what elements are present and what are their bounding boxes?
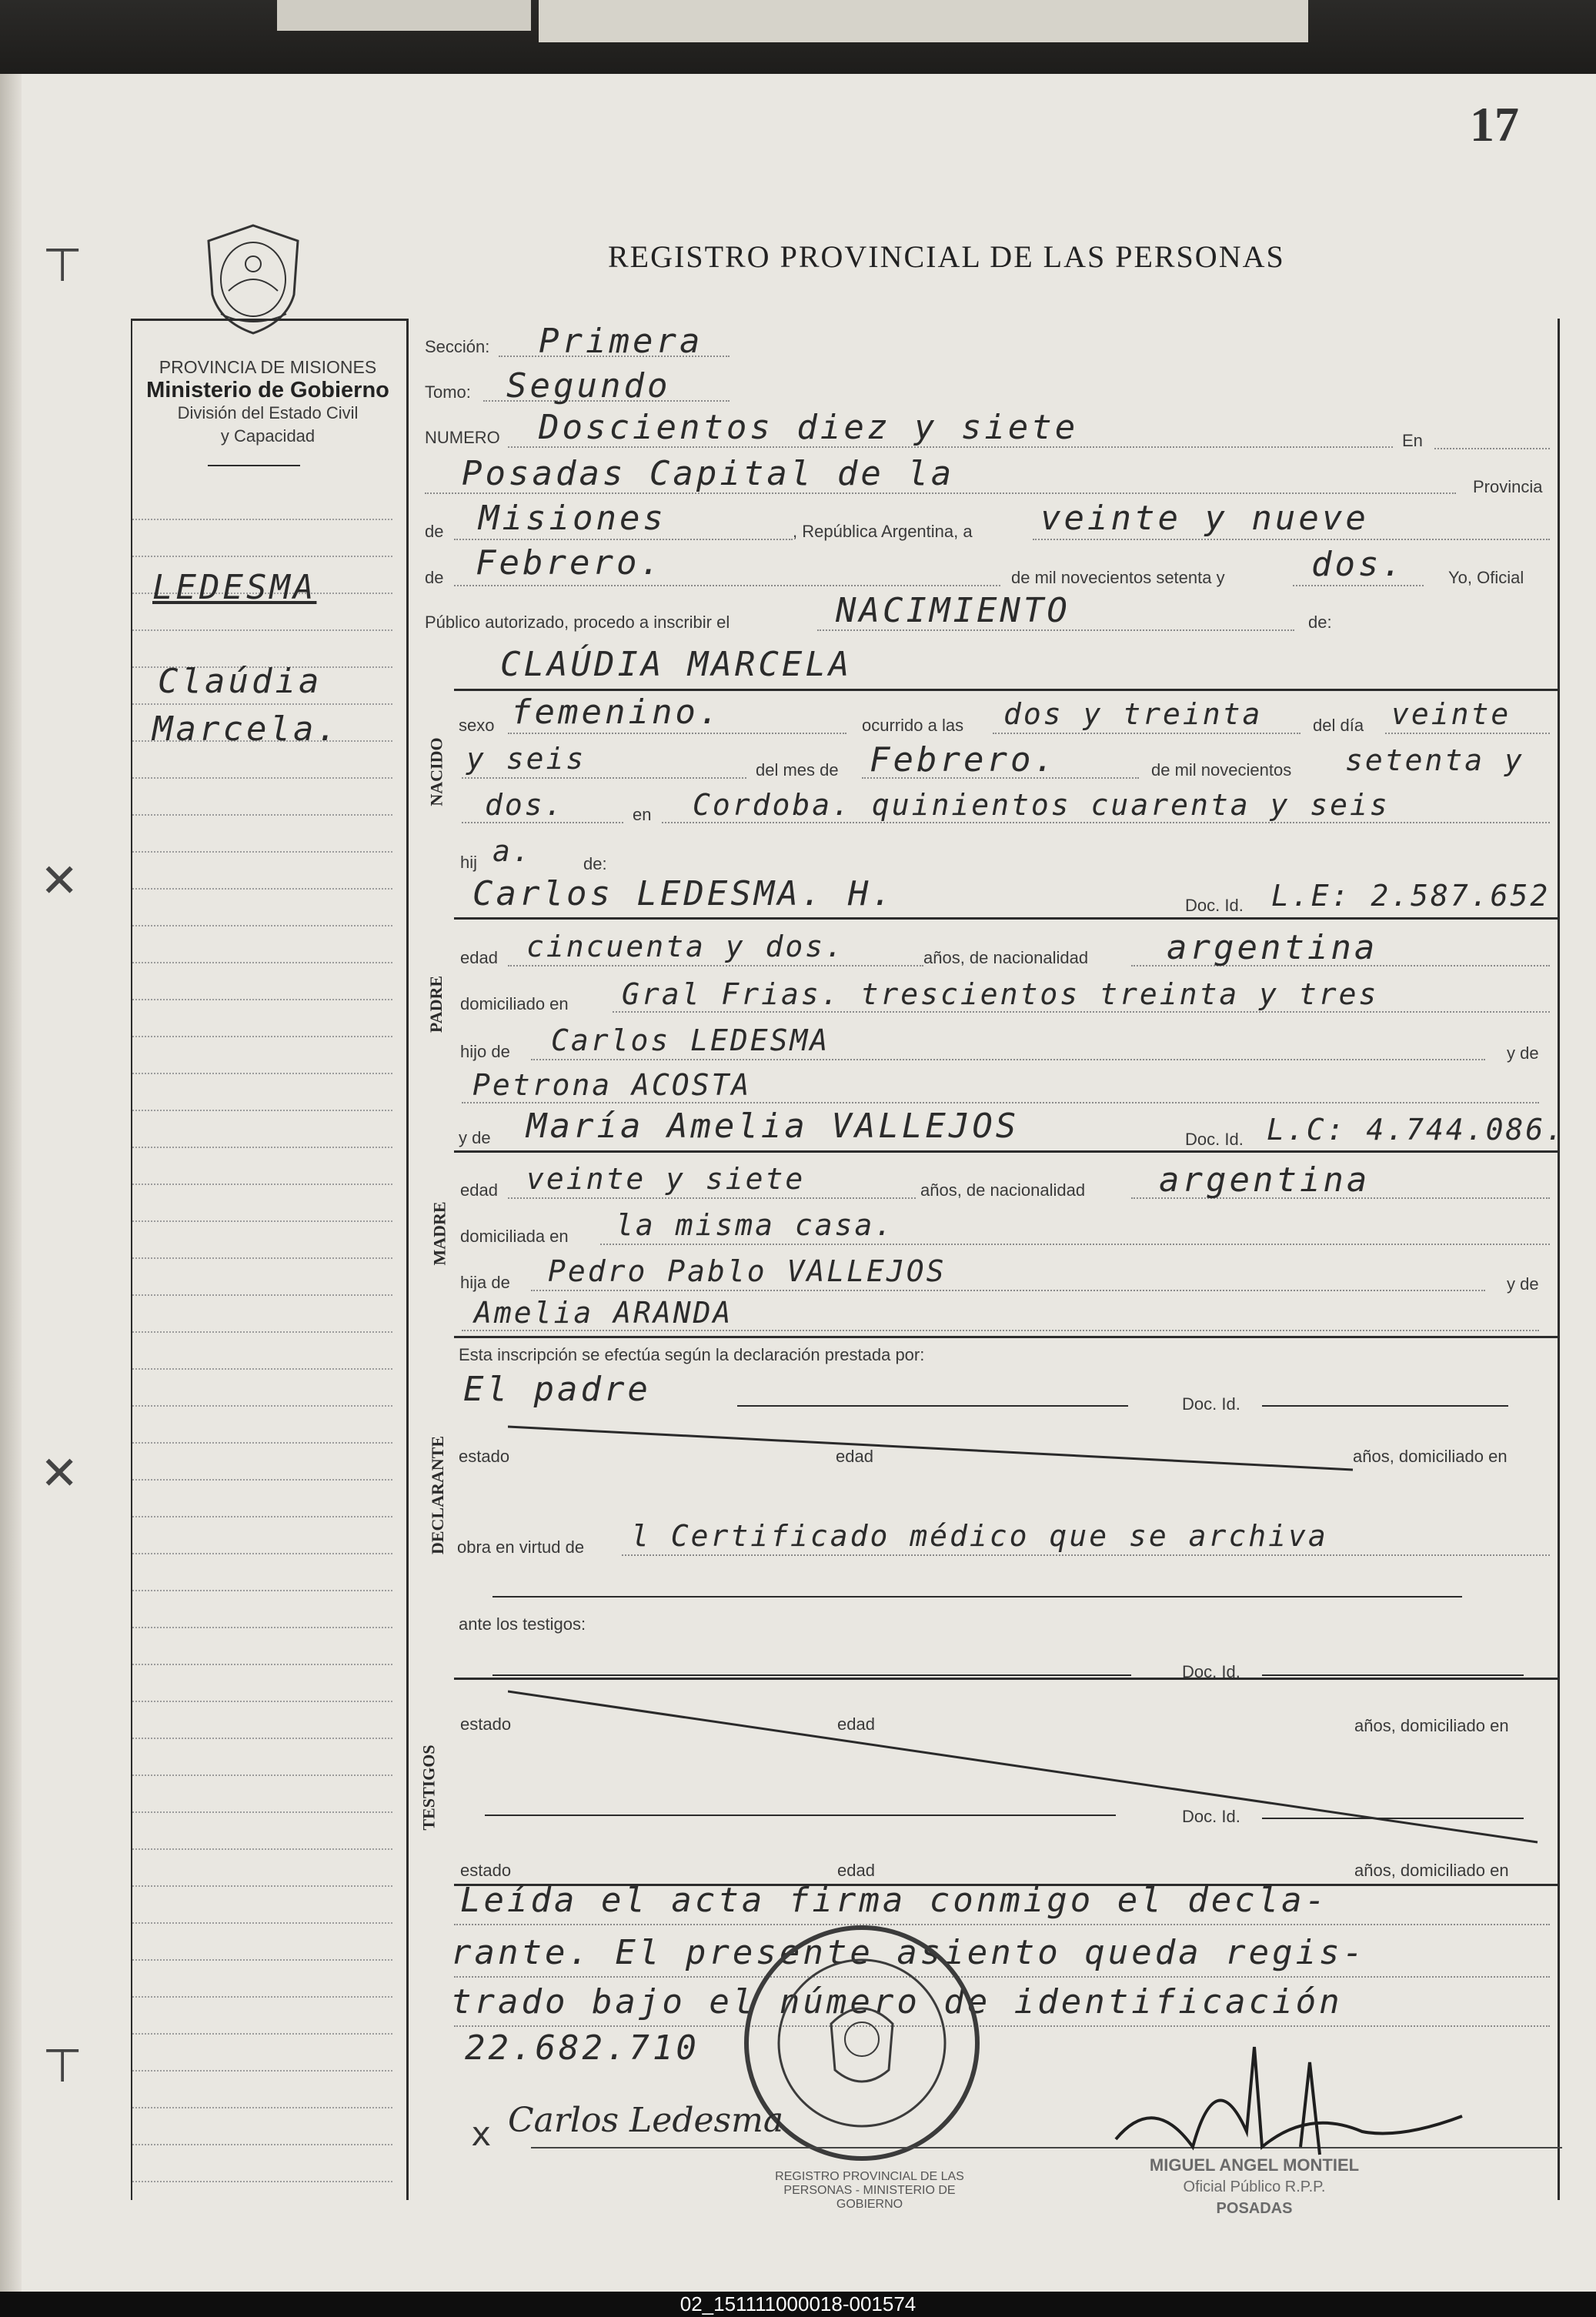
provincia-label: Provincia <box>1473 477 1543 496</box>
margin-rule <box>132 1664 392 1665</box>
ocurrido-label: ocurrido a las <box>862 716 964 735</box>
del-dia-label: del día <box>1313 716 1364 735</box>
margin-given-name-1: Claúdia <box>158 662 322 701</box>
margin-rule <box>132 2107 392 2108</box>
closing-rule <box>454 2025 1550 2027</box>
underlying-paper <box>277 0 531 31</box>
margin-rule <box>132 1184 392 1185</box>
father-age-line <box>508 965 923 967</box>
de-colon-label-2: de: <box>583 854 607 873</box>
mother-hija-de-label: hija de <box>460 1273 510 1292</box>
margin-rule <box>132 999 392 1000</box>
margin-rule <box>132 2144 392 2145</box>
stitch-mark: ⊤ <box>42 2041 83 2092</box>
margin-rule <box>132 1073 392 1074</box>
father-father-line <box>531 1059 1485 1060</box>
margin-rule <box>132 1590 392 1591</box>
margin-rule <box>132 1368 392 1370</box>
section-divider <box>454 1336 1558 1338</box>
seal-text: REGISTRO PROVINCIAL DE LAS PERSONAS - MINISTERIO DE GOBIERNO <box>775 2170 964 2211</box>
birth-address-value: Cordoba. quinientos cuarenta y seis <box>693 788 1390 822</box>
father-doc-value: L.E: 2.587.652 <box>1271 879 1551 913</box>
officer-name: MIGUEL ANGEL MONTIEL <box>1149 2155 1360 2175</box>
margin-rule <box>132 1738 392 1739</box>
father-nationality-value: argentina <box>1167 928 1378 967</box>
margin-rule <box>132 1405 392 1407</box>
margin-rule <box>132 1294 392 1296</box>
margin-rule <box>132 1701 392 1702</box>
cancelled-strike-line <box>508 1425 1354 1471</box>
mother-address-value: la misma casa. <box>616 1208 895 1242</box>
father-address-value: Gral Frias. trescientos treinta y tres <box>622 977 1379 1011</box>
mother-doc-value: L.C: 4.744.086. <box>1267 1113 1566 1147</box>
divider <box>208 465 300 466</box>
margin-rule <box>132 1959 392 1961</box>
seccion-value: Primera <box>539 322 703 361</box>
margin-rule <box>132 519 392 520</box>
margin-rule <box>132 1848 392 1850</box>
declarant-doc-line <box>1262 1405 1508 1407</box>
margin-rule <box>132 814 392 816</box>
margin-surname: LEDESMA <box>152 568 317 607</box>
hij-suffix-value: a. <box>492 834 533 868</box>
del-mes-label: del mes de <box>756 760 839 780</box>
mother-nac-label: años, de nacionalidad <box>920 1180 1086 1200</box>
province-name: PROVINCIA DE MISIONES <box>159 357 377 377</box>
mother-father-line <box>531 1290 1485 1291</box>
declarant-edad-label: edad <box>836 1447 873 1466</box>
margin-left-line <box>131 319 132 2200</box>
frame-right-line <box>1558 319 1560 2200</box>
margin-rule <box>132 925 392 926</box>
yo-oficial-label: Yo, Oficial <box>1448 568 1524 587</box>
officer-location: POSADAS <box>1216 2200 1293 2217</box>
witness-1-edad-label: edad <box>837 1714 875 1734</box>
closing-line-3: trado bajo el número de identificación <box>451 1982 1343 2022</box>
mother-father-value: Pedro Pablo VALLEJOS <box>548 1254 947 1288</box>
witnesses-strike-line <box>508 1690 1539 1844</box>
republica-label: , República Argentina, a <box>793 522 973 541</box>
witness-2-estado-label: estado <box>460 1861 512 1880</box>
margin-rule <box>132 1627 392 1628</box>
ministry-name: Ministerio de Gobierno <box>146 378 389 402</box>
sex-line <box>508 733 846 734</box>
mother-nationality-value: argentina <box>1159 1160 1371 1200</box>
obra-label: obra en virtud de <box>457 1537 585 1557</box>
year-cont-line <box>462 822 623 823</box>
father-nac-label: años, de nacionalidad <box>923 948 1089 967</box>
year-suffix-value: dos. <box>1311 545 1405 584</box>
closing-line-4: 22.682.710 <box>465 2028 700 2068</box>
numero-label: NUMERO <box>425 428 500 447</box>
hij-label: hij <box>460 853 478 872</box>
binding-spine <box>0 74 22 2305</box>
province-line <box>454 539 793 540</box>
officer-title: Oficial Público R.P.P. <box>1183 2178 1326 2195</box>
witness-2-edad-label: edad <box>837 1861 875 1880</box>
en-line <box>1434 448 1550 449</box>
year-cont-value: dos. <box>485 788 565 822</box>
birth-address-line <box>662 822 1550 823</box>
section-divider <box>454 1678 1558 1680</box>
de-label-2: de <box>425 568 444 587</box>
day-cont-line <box>462 777 746 779</box>
margin-rule <box>132 1885 392 1887</box>
margin-rule <box>132 2033 392 2035</box>
stitch-mark: ✕ <box>40 1448 79 1499</box>
section-divider <box>454 689 1558 691</box>
day-cont-value: y seis <box>466 742 586 776</box>
witness-1-line <box>492 1674 1131 1676</box>
inscripcion-label: Esta inscripción se efectúa según la declaración prestada por: <box>459 1345 925 1364</box>
margin-rule <box>132 851 392 853</box>
seccion-label: Sección: <box>425 337 490 356</box>
declarant-estado-label: estado <box>459 1447 510 1466</box>
date-month-line <box>454 585 1000 586</box>
section-label-testigos: TESTIGOS <box>419 1744 439 1831</box>
witness-2-anos-label: años, domiciliado en <box>1354 1861 1509 1880</box>
margin-rule <box>132 1331 392 1333</box>
margin-given-name-2: Marcela. <box>152 709 340 749</box>
margin-rule <box>132 629 392 631</box>
stitch-mark: ⊤ <box>42 240 83 291</box>
section-label-nacido: NACIDO <box>426 737 446 806</box>
province-value: Misiones <box>479 499 666 538</box>
witness-2-doc-label: Doc. Id. <box>1182 1807 1240 1826</box>
frame-left-line <box>406 319 409 2200</box>
place-value: Posadas Capital de la <box>462 454 955 493</box>
de-label: de <box>425 522 444 541</box>
act-type-value: NACIMIENTO <box>836 591 1070 630</box>
division-line-2: y Capacidad <box>220 426 316 446</box>
mother-mother-value: Amelia ARANDA <box>474 1296 733 1330</box>
father-name: Carlos LEDESMA. H. <box>472 874 895 913</box>
page-title: REGISTRO PROVINCIAL DE LAS PERSONAS <box>608 239 1285 274</box>
closing-rule <box>454 1976 1550 1978</box>
witness-1-anos-label: años, domiciliado en <box>1354 1716 1509 1735</box>
folio-number: 17 <box>1470 97 1519 152</box>
margin-rule <box>132 1110 392 1111</box>
section-label-padre: PADRE <box>426 975 446 1033</box>
margin-rule <box>132 1516 392 1517</box>
mother-mother-line <box>462 1330 1539 1331</box>
year-suffix-line <box>1293 585 1424 586</box>
margin-rule <box>132 2070 392 2072</box>
publico-label: Público autorizado, procedo a inscribir el <box>425 613 730 632</box>
declarant-value: El padre <box>463 1370 651 1409</box>
mother-address-line <box>600 1244 1550 1245</box>
margin-rule <box>132 1922 392 1924</box>
en-label-2: en <box>633 805 652 824</box>
margin-rule <box>132 1147 392 1148</box>
hour-value: dos y treinta <box>1003 697 1263 731</box>
father-mother-line <box>462 1102 1539 1103</box>
tomo-label: Tomo: <box>425 382 471 402</box>
date-day-line <box>1033 539 1550 540</box>
section-label-madre: MADRE <box>429 1201 449 1266</box>
closing-rule <box>454 1924 1550 1925</box>
margin-rule <box>132 1553 392 1554</box>
margin-rule <box>132 1257 392 1259</box>
day-line <box>1385 733 1550 734</box>
margin-rule <box>132 962 392 963</box>
margin-rule <box>132 1220 392 1222</box>
hour-line <box>993 733 1301 734</box>
father-mother-value: Petrona ACOSTA <box>472 1068 752 1102</box>
margin-rule <box>132 1442 392 1444</box>
section-divider <box>454 917 1558 920</box>
declarant-anos-label: años, domiciliado en <box>1353 1447 1508 1466</box>
sexo-label: sexo <box>459 716 495 735</box>
closing-line-1: Leída el acta firma conmigo el decla- <box>460 1881 1329 1920</box>
declarant-signature: Carlos Ledesma <box>508 2101 784 2140</box>
mother-edad-label: edad <box>460 1180 498 1200</box>
father-age-value: cincuenta y dos. <box>526 930 846 963</box>
section-label-declarante: DECLARANTE <box>428 1435 448 1555</box>
section-divider <box>454 1150 1558 1153</box>
certificate-value: l Certificado médico que se archiva <box>631 1519 1328 1553</box>
margin-rule <box>132 1479 392 1481</box>
de-mil-novecientos-label: de mil novecientos <box>1151 760 1292 780</box>
mother-domiciliada-label: domiciliada en <box>460 1227 569 1246</box>
witness-1-estado-label: estado <box>460 1714 512 1734</box>
margin-rule <box>132 1036 392 1037</box>
numero-value: Doscientos diez y siete <box>539 408 1079 447</box>
certificate-line <box>622 1554 1550 1556</box>
father-doc-label: Doc. Id. <box>1185 896 1244 915</box>
testigos-label: ante los testigos: <box>459 1614 586 1634</box>
closing-line-2: rante. El presente asiento queda regis- <box>451 1933 1367 1972</box>
tomo-value: Segundo <box>506 366 671 406</box>
father-edad-label: edad <box>460 948 498 967</box>
underlying-paper <box>539 0 1308 42</box>
margin-rule <box>132 556 392 557</box>
declarant-doc-label: Doc. Id. <box>1182 1394 1240 1414</box>
child-name: CLAÚDIA MARCELA <box>500 645 853 684</box>
mother-y-de-label: y de <box>459 1128 491 1147</box>
father-domiciliado-label: domiciliado en <box>460 994 569 1013</box>
declarant-line <box>737 1405 1128 1407</box>
division-line-1: División del Estado Civil <box>177 403 359 422</box>
de-colon-label: de: <box>1308 613 1332 632</box>
year-value: setenta y <box>1345 743 1524 777</box>
margin-top-line <box>131 319 406 321</box>
witness-1-doc-line <box>1262 1674 1524 1676</box>
margin-rule <box>132 888 392 890</box>
margin-rule <box>132 777 392 779</box>
de-mil-label: de mil novecientos setenta y <box>1011 568 1225 587</box>
x-mark: x <box>471 2115 492 2154</box>
mother-age-value: veinte y siete <box>526 1162 806 1196</box>
father-y-de-label: y de <box>1507 1043 1539 1063</box>
mother-age-line <box>508 1197 916 1199</box>
month-value: Febrero. <box>870 740 1057 780</box>
margin-rule <box>132 1996 392 1998</box>
en-label: En <box>1402 431 1423 450</box>
officer-stamp <box>1100 2155 1408 2219</box>
father-hijo-de-label: hijo de <box>460 1042 510 1061</box>
officer-signature <box>1108 2032 1477 2162</box>
stitch-mark: ✕ <box>40 856 79 906</box>
sex-value: femenino. <box>511 693 723 732</box>
witness-1-doc-label: Doc. Id. <box>1182 1662 1240 1681</box>
margin-rule <box>132 1774 392 1776</box>
date-day-value: veinte y nueve <box>1040 499 1369 538</box>
father-father-value: Carlos LEDESMA <box>551 1023 830 1057</box>
father-address-line <box>613 1011 1550 1013</box>
date-month-value: Febrero. <box>476 543 663 583</box>
margin-rule <box>132 1811 392 1813</box>
certificate-line-2 <box>492 1596 1462 1598</box>
margin-rule <box>132 2181 392 2182</box>
mother-name: María Amelia VALLEJOS <box>526 1107 1020 1146</box>
ministry-block <box>129 356 406 448</box>
mother-doc-label: Doc. Id. <box>1185 1130 1244 1149</box>
image-identifier: 02_151111000018-001574 <box>0 2292 1596 2317</box>
day-value: veinte <box>1391 697 1511 731</box>
margin-rule <box>132 703 392 705</box>
mother-y-de-label-2: y de <box>1507 1274 1539 1294</box>
